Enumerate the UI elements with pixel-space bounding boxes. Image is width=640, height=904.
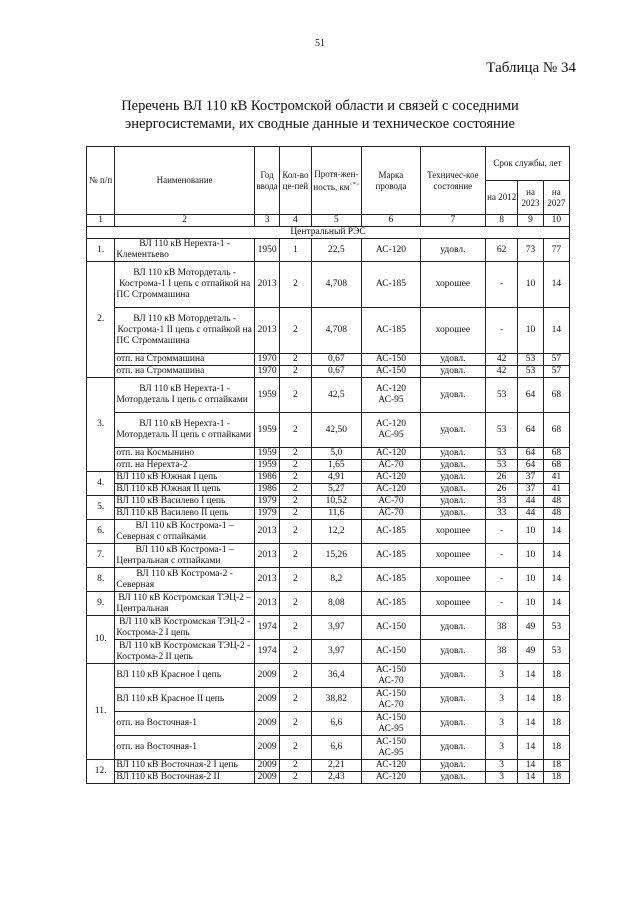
technical-state: удовл. [420, 239, 485, 262]
service-2023: 37 [518, 472, 543, 484]
service-2023: 49 [518, 616, 543, 640]
table-row [87, 262, 570, 308]
wire-grade: АС-185 [362, 520, 421, 544]
service-2023: 64 [518, 413, 543, 448]
line-length: 6,6 [311, 712, 361, 736]
wire-grade: АС-150 [362, 640, 421, 664]
service-2027: 68 [543, 460, 569, 472]
line-length: 3,97 [311, 616, 361, 640]
service-2023: 64 [518, 448, 543, 460]
service-2023: 14 [518, 736, 543, 760]
service-2023: 14 [518, 760, 543, 772]
commission-year: 2009 [254, 712, 279, 736]
service-2027: 41 [543, 484, 569, 496]
circuit-count: 2 [280, 413, 311, 448]
wire-grade: АС-185 [362, 544, 421, 568]
technical-state: удовл. [420, 366, 485, 378]
line-name: ВЛ 110 кВ Кострома-1 – Центральная с отпайками [115, 544, 255, 568]
wire-grade: АС-150 АС-70 [362, 688, 421, 712]
wire-grade: АС-185 [362, 308, 421, 354]
technical-state: удовл. [420, 772, 485, 784]
table-row [87, 413, 570, 448]
commission-year: 1970 [254, 354, 279, 366]
service-2012: 53 [485, 413, 518, 448]
service-2012: 38 [485, 616, 518, 640]
commission-year: 1950 [254, 239, 279, 262]
line-length: 3,97 [311, 640, 361, 664]
wire-grade: АС-150 [362, 354, 421, 366]
table-row [87, 712, 570, 736]
line-length: 8,2 [311, 568, 361, 592]
service-2027: 14 [543, 568, 569, 592]
technical-state: удовл. [420, 472, 485, 484]
header-length-note: <*> [349, 181, 360, 188]
table-row [87, 308, 570, 354]
circuit-count: 2 [280, 508, 311, 520]
circuit-count: 2 [280, 308, 311, 354]
service-2012: 38 [485, 640, 518, 664]
commission-year: 1979 [254, 508, 279, 520]
circuit-count: 2 [280, 520, 311, 544]
service-2012: - [485, 262, 518, 308]
line-length: 15,26 [311, 544, 361, 568]
service-2027: 68 [543, 448, 569, 460]
line-name: отп. на Восточная-1 [115, 712, 255, 736]
header-length [311, 147, 361, 215]
service-2027: 18 [543, 772, 569, 784]
technical-state: удовл. [420, 354, 485, 366]
circuit-count: 2 [280, 760, 311, 772]
circuit-count: 2 [280, 568, 311, 592]
commission-year: 2009 [254, 664, 279, 688]
row-number: 2. [87, 262, 115, 378]
service-2023: 10 [518, 520, 543, 544]
circuit-count: 2 [280, 472, 311, 484]
service-2023: 64 [518, 378, 543, 413]
service-2027: 14 [543, 262, 569, 308]
wire-grade: АС-120 АС-95 [362, 378, 421, 413]
wire-grade: АС-120 [362, 772, 421, 784]
table-row [87, 508, 570, 520]
circuit-count: 2 [280, 366, 311, 378]
header-num: № п/п [87, 147, 115, 215]
commission-year: 1979 [254, 496, 279, 508]
service-2023: 44 [518, 508, 543, 520]
line-name: ВЛ 110 кВ Нерехта-1 - Клементьево [115, 239, 255, 262]
line-length: 4,708 [311, 308, 361, 354]
service-2012: - [485, 568, 518, 592]
wire-grade: АС-185 [362, 262, 421, 308]
wire-grade: АС-185 [362, 592, 421, 616]
service-2012: 26 [485, 472, 518, 484]
commission-year: 2009 [254, 760, 279, 772]
commission-year: 1970 [254, 366, 279, 378]
service-2023: 64 [518, 460, 543, 472]
technical-state: удовл. [420, 760, 485, 772]
technical-state: хорошее [420, 592, 485, 616]
service-2027: 77 [543, 239, 569, 262]
service-2023: 14 [518, 688, 543, 712]
commission-year: 2009 [254, 772, 279, 784]
line-name: ВЛ 110 кВ Восточная-2 I цепь [115, 760, 255, 772]
service-2027: 18 [543, 736, 569, 760]
table-row [87, 460, 570, 472]
commission-year: 2009 [254, 736, 279, 760]
wire-grade: АС-150 [362, 616, 421, 640]
circuit-count: 2 [280, 262, 311, 308]
line-name: ВЛ 110 кВ Красное II цепь [115, 688, 255, 712]
header-service-2023: на 2023 [518, 181, 543, 215]
service-2027: 18 [543, 712, 569, 736]
table-row [87, 760, 570, 772]
table-row [87, 544, 570, 568]
table-row [87, 688, 570, 712]
commission-year: 1959 [254, 460, 279, 472]
line-length: 12,2 [311, 520, 361, 544]
table-row [87, 568, 570, 592]
circuit-count: 2 [280, 448, 311, 460]
header-state: Техничес-кое состояние [420, 147, 485, 215]
line-name: ВЛ 110 кВ Мотордеталь - Кострома-1 I цепь с отпайкой на ПС Строммашина [115, 262, 255, 308]
wire-grade: АС-120 [362, 239, 421, 262]
line-length: 22,5 [311, 239, 361, 262]
row-number: 10. [87, 616, 115, 664]
service-2023: 37 [518, 484, 543, 496]
column-number: 4 [280, 215, 311, 227]
line-length: 4,708 [311, 262, 361, 308]
service-2012: 3 [485, 760, 518, 772]
commission-year: 2013 [254, 592, 279, 616]
row-number: 4. [87, 472, 115, 496]
line-name: ВЛ 110 кВ Василево II цепь [115, 508, 255, 520]
commission-year: 1986 [254, 484, 279, 496]
table-row [87, 772, 570, 784]
service-2023: 53 [518, 354, 543, 366]
line-name: отп. на Космынино [115, 448, 255, 460]
line-name: ВЛ 110 кВ Нерехта-1 - Мотордеталь II цепь с отпайками [115, 413, 255, 448]
service-2027: 41 [543, 472, 569, 484]
technical-state: хорошее [420, 544, 485, 568]
line-name: ВЛ 110 кВ Костромская ТЭЦ-2 - Кострома-2 II цепь [115, 640, 255, 664]
service-2012: 3 [485, 664, 518, 688]
line-name: отп. на Восточная-1 [115, 736, 255, 760]
wire-grade: АС-120 [362, 472, 421, 484]
technical-state: удовл. [420, 688, 485, 712]
power-lines-table [86, 146, 570, 784]
line-length: 42,50 [311, 413, 361, 448]
wire-grade: АС-120 [362, 448, 421, 460]
table-row [87, 736, 570, 760]
circuit-count: 2 [280, 460, 311, 472]
wire-grade: АС-150 АС-95 [362, 712, 421, 736]
table-row [87, 640, 570, 664]
service-2023: 53 [518, 366, 543, 378]
circuit-count: 2 [280, 544, 311, 568]
commission-year: 1959 [254, 413, 279, 448]
wire-grade: АС-185 [362, 568, 421, 592]
service-2012: 26 [485, 484, 518, 496]
commission-year: 2013 [254, 520, 279, 544]
table-row [87, 366, 570, 378]
table-row [87, 496, 570, 508]
line-name: ВЛ 110 кВ Костромская ТЭЦ-2 - Кострома-2 I цепь [115, 616, 255, 640]
commission-year: 1974 [254, 640, 279, 664]
circuit-count: 2 [280, 772, 311, 784]
service-2027: 57 [543, 366, 569, 378]
column-number: 2 [115, 215, 255, 227]
table-row [87, 484, 570, 496]
commission-year: 2013 [254, 308, 279, 354]
commission-year: 1974 [254, 616, 279, 640]
line-length: 6,6 [311, 736, 361, 760]
service-2027: 18 [543, 760, 569, 772]
technical-state: удовл. [420, 484, 485, 496]
circuit-count: 2 [280, 712, 311, 736]
wire-grade: АС-120 [362, 760, 421, 772]
wire-grade: АС-120 [362, 484, 421, 496]
table-row [87, 354, 570, 366]
service-2023: 10 [518, 544, 543, 568]
line-length: 1,65 [311, 460, 361, 472]
row-number: 7. [87, 544, 115, 568]
line-name: ВЛ 110 кВ Южная II цепь [115, 484, 255, 496]
service-2012: 33 [485, 496, 518, 508]
service-2012: 42 [485, 354, 518, 366]
circuit-count: 2 [280, 616, 311, 640]
technical-state: удовл. [420, 616, 485, 640]
service-2027: 48 [543, 496, 569, 508]
line-name: ВЛ 110 кВ Нерехта-1 - Мотордеталь I цепь с отпайками [115, 378, 255, 413]
service-2023: 44 [518, 496, 543, 508]
wire-grade: АС-70 [362, 496, 421, 508]
line-name: ВЛ 110 кВ Василево I цепь [115, 496, 255, 508]
circuit-count: 2 [280, 664, 311, 688]
service-2027: 18 [543, 688, 569, 712]
service-2012: - [485, 544, 518, 568]
header-wire: Марка провода [362, 147, 421, 215]
service-2027: 53 [543, 616, 569, 640]
table-row [87, 616, 570, 640]
line-length: 0,67 [311, 354, 361, 366]
service-2027: 48 [543, 508, 569, 520]
service-2027: 68 [543, 413, 569, 448]
table-row [87, 472, 570, 484]
row-number: 1. [87, 239, 115, 262]
service-2023: 14 [518, 664, 543, 688]
header-name: Наименование [115, 147, 255, 215]
technical-state: удовл. [420, 508, 485, 520]
service-2023: 10 [518, 262, 543, 308]
column-number: 7 [420, 215, 485, 227]
technical-state: удовл. [420, 413, 485, 448]
service-2027: 68 [543, 378, 569, 413]
service-2023: 73 [518, 239, 543, 262]
service-2023: 10 [518, 308, 543, 354]
technical-state: удовл. [420, 640, 485, 664]
line-length: 38,82 [311, 688, 361, 712]
service-2012: 3 [485, 688, 518, 712]
circuit-count: 2 [280, 496, 311, 508]
wire-grade: АС-120 АС-95 [362, 413, 421, 448]
service-2027: 53 [543, 640, 569, 664]
service-2012: 53 [485, 460, 518, 472]
line-name: отп. на Строммашина [115, 366, 255, 378]
line-name: ВЛ 110 кВ Кострома-2 - Северная [115, 568, 255, 592]
circuit-count: 2 [280, 592, 311, 616]
line-length: 5,0 [311, 448, 361, 460]
header-service-2012: на 2012 [485, 181, 518, 215]
technical-state: хорошее [420, 520, 485, 544]
service-2027: 14 [543, 308, 569, 354]
line-name: ВЛ 110 кВ Кострома-1 – Северная с отпайками [115, 520, 255, 544]
circuit-count: 1 [280, 239, 311, 262]
table-row [87, 448, 570, 460]
line-length: 2,21 [311, 760, 361, 772]
service-2012: - [485, 308, 518, 354]
line-name: отп. на Строммашина [115, 354, 255, 366]
line-length: 2,43 [311, 772, 361, 784]
header-year: Год ввода [254, 147, 279, 215]
table-label: Таблица № 34 [486, 60, 576, 76]
circuit-count: 2 [280, 640, 311, 664]
header-length-text: Протя-жен-ность, км [313, 168, 359, 192]
commission-year: 1959 [254, 378, 279, 413]
column-number: 9 [518, 215, 543, 227]
table-row [87, 520, 570, 544]
wire-grade: АС-70 [362, 460, 421, 472]
row-number: 9. [87, 592, 115, 616]
technical-state: удовл. [420, 378, 485, 413]
line-name: ВЛ 110 кВ Южная I цепь [115, 472, 255, 484]
header-circuits: Кол-во це-пей [280, 147, 311, 215]
column-number: 10 [543, 215, 569, 227]
page-number: 51 [315, 38, 325, 49]
wire-grade: АС-150 [362, 366, 421, 378]
line-name: ВЛ 110 кВ Мотордеталь - Кострома-1 II цепь с отпайкой на ПС Строммашина [115, 308, 255, 354]
header-service-2027: на 2027 [543, 181, 569, 215]
row-number: 12. [87, 760, 115, 784]
line-name: ВЛ 110 кВ Костромская ТЭЦ-2 – Центральная [115, 592, 255, 616]
line-length: 5,27 [311, 484, 361, 496]
service-2027: 14 [543, 520, 569, 544]
line-length: 4,91 [311, 472, 361, 484]
header-service: Срок службы, лет [485, 147, 569, 181]
line-length: 8,08 [311, 592, 361, 616]
table-row [87, 378, 570, 413]
technical-state: удовл. [420, 496, 485, 508]
circuit-count: 2 [280, 736, 311, 760]
column-number: 6 [362, 215, 421, 227]
service-2023: 14 [518, 712, 543, 736]
technical-state: удовл. [420, 460, 485, 472]
technical-state: хорошее [420, 262, 485, 308]
service-2012: 33 [485, 508, 518, 520]
service-2012: 3 [485, 736, 518, 760]
commission-year: 1959 [254, 448, 279, 460]
line-name: ВЛ 110 кВ Красное I цепь [115, 664, 255, 688]
table-row [87, 239, 570, 262]
line-length: 42,5 [311, 378, 361, 413]
table-row [87, 592, 570, 616]
service-2027: 14 [543, 544, 569, 568]
line-length: 10,52 [311, 496, 361, 508]
commission-year: 2013 [254, 262, 279, 308]
commission-year: 1986 [254, 472, 279, 484]
commission-year: 2013 [254, 568, 279, 592]
wire-grade: АС-150 АС-95 [362, 736, 421, 760]
line-length: 0,67 [311, 366, 361, 378]
service-2023: 10 [518, 592, 543, 616]
service-2027: 57 [543, 354, 569, 366]
column-number: 1 [87, 215, 115, 227]
commission-year: 2009 [254, 688, 279, 712]
row-number: 3. [87, 378, 115, 472]
service-2012: 3 [485, 712, 518, 736]
line-name: ВЛ 110 кВ Восточная-2 II [115, 772, 255, 784]
service-2012: 62 [485, 239, 518, 262]
service-2023: 49 [518, 640, 543, 664]
column-number: 5 [311, 215, 361, 227]
line-name: отп. на Нерехта-2 [115, 460, 255, 472]
service-2012: 53 [485, 448, 518, 460]
circuit-count: 2 [280, 688, 311, 712]
column-number: 3 [254, 215, 279, 227]
service-2027: 14 [543, 592, 569, 616]
region-header: Центральный РЭС [87, 227, 570, 239]
service-2023: 10 [518, 568, 543, 592]
service-2023: 14 [518, 772, 543, 784]
service-2012: - [485, 520, 518, 544]
column-number: 8 [485, 215, 518, 227]
technical-state: хорошее [420, 568, 485, 592]
row-number: 11. [87, 664, 115, 760]
service-2012: - [485, 592, 518, 616]
technical-state: удовл. [420, 448, 485, 460]
service-2012: 42 [485, 366, 518, 378]
row-number: 6. [87, 520, 115, 544]
wire-grade: АС-150 АС-70 [362, 664, 421, 688]
circuit-count: 2 [280, 354, 311, 366]
technical-state: удовл. [420, 736, 485, 760]
document-title: Перечень ВЛ 110 кВ Костромской области и связей с соседними энергосистемами, их сводные данные и техническое состояние [121, 98, 519, 132]
line-length: 11,6 [311, 508, 361, 520]
row-number: 8. [87, 568, 115, 592]
commission-year: 2013 [254, 544, 279, 568]
service-2012: 3 [485, 772, 518, 784]
table-row [87, 664, 570, 688]
technical-state: хорошее [420, 308, 485, 354]
circuit-count: 2 [280, 378, 311, 413]
service-2027: 18 [543, 664, 569, 688]
technical-state: удовл. [420, 664, 485, 688]
wire-grade: АС-70 [362, 508, 421, 520]
circuit-count: 2 [280, 484, 311, 496]
line-length: 36,4 [311, 664, 361, 688]
service-2012: 53 [485, 378, 518, 413]
technical-state: удовл. [420, 712, 485, 736]
row-number: 5. [87, 496, 115, 520]
